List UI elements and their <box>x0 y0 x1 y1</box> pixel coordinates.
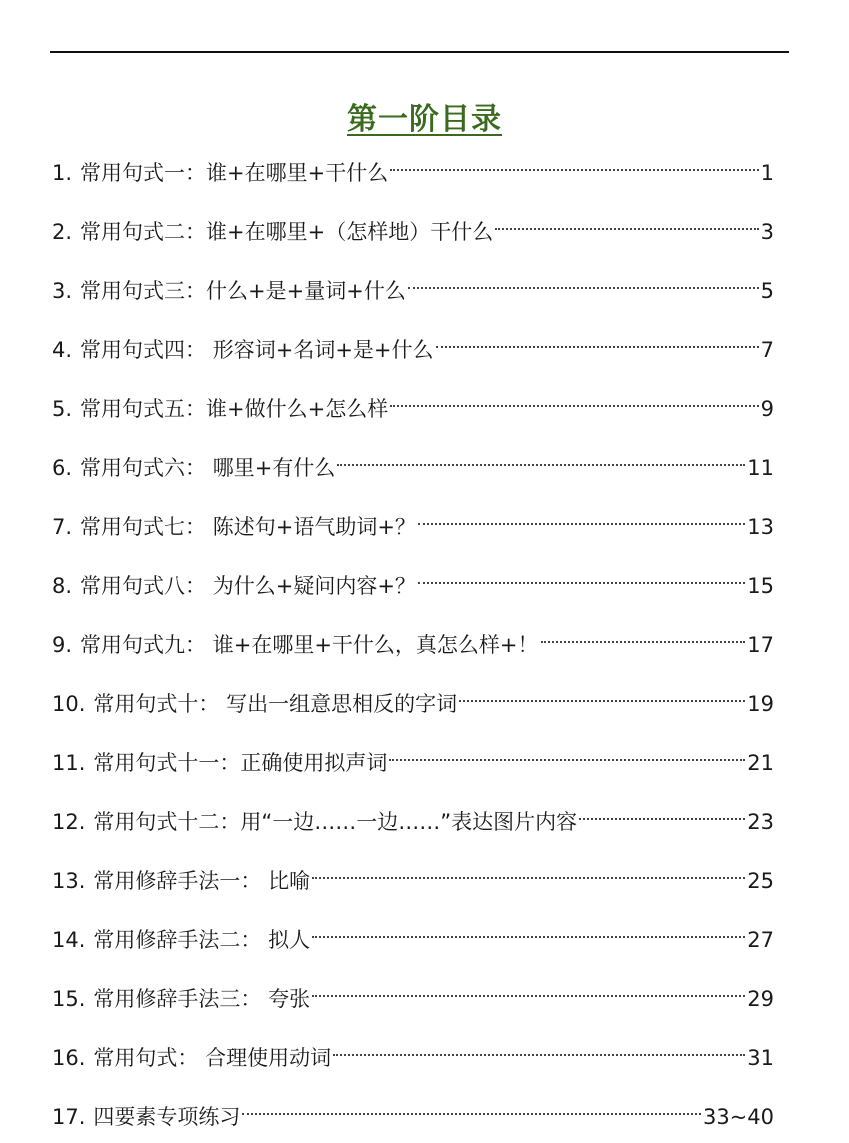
toc-entry-title: 常用句式八： 为什么+疑问内容+？ <box>80 574 416 598</box>
toc-leader-dots <box>406 258 761 298</box>
toc-entry-number: 9. <box>52 633 73 657</box>
toc-entry-page: 11 <box>747 456 774 480</box>
page-title <box>0 94 849 138</box>
toc-entry-number: 13. <box>52 869 86 893</box>
toc-entry-title: 常用句式七： 陈述句+语气助词+？ <box>80 515 416 539</box>
toc-leader-dots <box>331 1025 747 1065</box>
toc-leader-dots <box>335 435 747 475</box>
toc-entry-number: 10. <box>52 692 86 716</box>
toc-leader-dots <box>240 1084 703 1124</box>
toc-leader-dots <box>310 848 747 888</box>
toc-entry-title: 常用句式六： 哪里+有什么 <box>80 456 336 480</box>
toc-entry-title: 常用句式十： 写出一组意思相反的字词 <box>93 692 458 716</box>
toc-entry[interactable] <box>52 494 774 553</box>
toc-entry[interactable] <box>52 199 774 258</box>
toc-entry-number: 2. <box>52 220 73 244</box>
toc-entry-title: 常用句式三：什么+是+量词+什么 <box>80 279 406 303</box>
toc-entry-page: 15 <box>747 574 774 598</box>
toc-leader-dots <box>388 376 760 416</box>
toc-entry[interactable] <box>52 671 774 730</box>
toc-entry-title: 四要素专项练习 <box>93 1105 241 1129</box>
toc-entry[interactable] <box>52 966 774 1025</box>
toc-entry-number: 14. <box>52 928 86 952</box>
toc-entry[interactable] <box>52 907 774 966</box>
toc-entry-page: 1 <box>760 161 774 185</box>
toc-entry[interactable] <box>52 140 774 199</box>
toc-entry-number: 15. <box>52 987 86 1011</box>
toc-entry-title: 常用修辞手法三： 夸张 <box>93 987 311 1011</box>
toc-leader-dots <box>577 789 747 829</box>
toc-leader-dots <box>493 199 760 239</box>
toc-leader-dots <box>387 730 747 770</box>
toc-entry-number: 1. <box>52 161 73 185</box>
toc-entry[interactable] <box>52 1025 774 1084</box>
toc-leader-dots <box>457 671 747 711</box>
toc-entry-number: 16. <box>52 1046 86 1070</box>
toc-entry[interactable] <box>52 553 774 612</box>
toc-entry[interactable] <box>52 612 774 671</box>
toc-entry-title: 常用句式五：谁+做什么+怎么样 <box>80 397 389 421</box>
toc-leader-dots <box>310 966 747 1006</box>
toc-entry-title: 常用句式： 合理使用动词 <box>93 1046 332 1070</box>
toc-entry[interactable] <box>52 317 774 376</box>
toc-entry-page: 19 <box>747 692 774 716</box>
toc-entry-number: 7. <box>52 515 73 539</box>
toc-entry-page: 31 <box>747 1046 774 1070</box>
toc-entry-page: 3 <box>760 220 774 244</box>
toc-entry-title: 常用句式十二：用“一边……一边……”表达图片内容 <box>93 810 578 834</box>
toc-entry-number: 12. <box>52 810 86 834</box>
toc-entry[interactable] <box>52 376 774 435</box>
toc-entry[interactable] <box>52 258 774 317</box>
toc-entry-number: 5. <box>52 397 73 421</box>
toc-entry-page: 5 <box>760 279 774 303</box>
toc-entry-number: 11. <box>52 751 86 775</box>
toc-entry-title: 常用修辞手法一： 比喻 <box>93 869 311 893</box>
toc-entry[interactable] <box>52 1084 774 1143</box>
toc-leader-dots <box>310 907 747 947</box>
toc-entry-title: 常用修辞手法二： 拟人 <box>93 928 311 952</box>
toc-entry-page: 23 <box>747 810 774 834</box>
toc-entry-title: 常用句式二：谁+在哪里+（怎样地）干什么 <box>80 220 494 244</box>
toc-entry-page: 25 <box>747 869 774 893</box>
toc-entry-title: 常用句式一：谁+在哪里+干什么 <box>80 161 389 185</box>
toc-leader-dots <box>434 317 761 357</box>
toc-leader-dots <box>416 553 747 593</box>
toc-entry-number: 3. <box>52 279 73 303</box>
toc-leader-dots <box>539 612 748 652</box>
toc-entry-title: 常用句式十一：正确使用拟声词 <box>93 751 388 775</box>
toc-entry-title: 常用句式四： 形容词+名词+是+什么 <box>80 338 434 362</box>
toc-entry-number: 4. <box>52 338 73 362</box>
toc-leader-dots <box>416 494 747 534</box>
toc-entry-page: 7 <box>760 338 774 362</box>
toc-entry[interactable] <box>52 848 774 907</box>
toc-entry-page: 29 <box>747 987 774 1011</box>
page-title-text: 第一阶目录 <box>347 102 502 138</box>
toc-entry-number: 17. <box>52 1105 86 1129</box>
toc-entry[interactable] <box>52 730 774 789</box>
toc-leader-dots <box>388 140 760 180</box>
toc-entry[interactable] <box>52 435 774 494</box>
toc-entry-page: 9 <box>760 397 774 421</box>
toc-entry-number: 6. <box>52 456 73 480</box>
toc-entry-page: 33~40 <box>702 1105 774 1129</box>
toc-entry[interactable] <box>52 789 774 848</box>
toc-entry-page: 13 <box>747 515 774 539</box>
toc-entry-page: 27 <box>747 928 774 952</box>
toc-entry-page: 17 <box>747 633 774 657</box>
header-rule <box>50 51 789 53</box>
toc-entry-number: 8. <box>52 574 73 598</box>
table-of-contents <box>52 140 774 1143</box>
toc-entry-page: 21 <box>747 751 774 775</box>
toc-entry-title: 常用句式九： 谁+在哪里+干什么，真怎么样+！ <box>80 633 539 657</box>
